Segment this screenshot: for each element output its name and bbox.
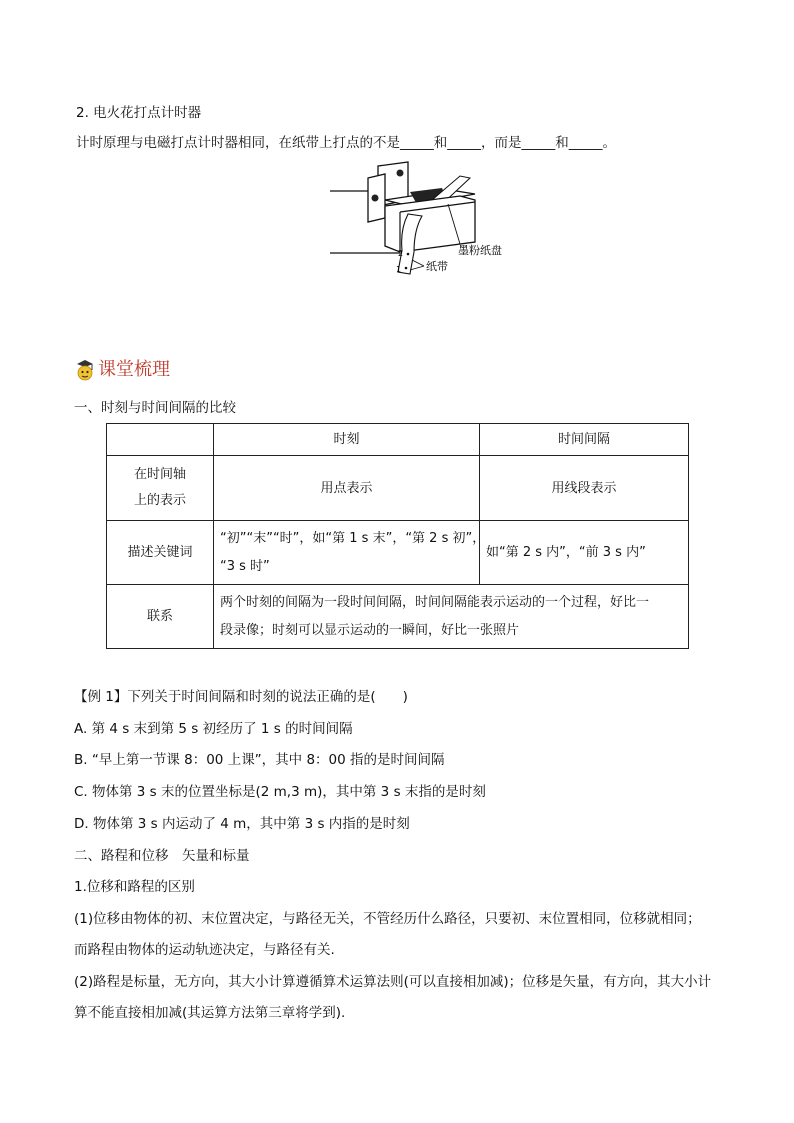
paragraph-1-line-2: 而路程由物体的运动轨迹决定，与路径有关. — [74, 942, 335, 958]
row-label — [107, 456, 214, 521]
label-tape: 纸带 — [426, 260, 448, 273]
tape-dot — [407, 253, 410, 256]
row-label: 联系 — [107, 585, 214, 649]
cell-line: “初”“末”“时”，如“第 1 s 末”，“第 2 s 初”， — [220, 530, 486, 546]
leader-line — [410, 266, 424, 270]
cell-relation — [214, 585, 689, 649]
table-row — [107, 585, 689, 649]
paragraph-1-line-1: (1)位移由物体的初、末位置决定，与路径无关，不管经历什么路径，只要初、末位置相同，位移就相同； — [74, 911, 701, 927]
option-c: C. 物体第 3 s 末的位置坐标是(2 m,3 m)，其中第 3 s 末指的是时刻 — [74, 784, 486, 800]
header-cell-interval: 时间间隔 — [480, 424, 689, 456]
part-2-heading: 二、路程和位移 矢量和标量 — [74, 848, 250, 864]
cell-interval: 如“第 2 s 内”，“前 3 s 内” — [480, 521, 689, 585]
cell-line: “3 s 时” — [220, 558, 270, 574]
cell-moment: 用点表示 — [214, 456, 480, 521]
header-cell-empty — [107, 424, 214, 456]
part-1-heading: 一、时刻与时间间隔的比较 — [74, 400, 236, 416]
cell-interval: 用线段表示 — [480, 456, 689, 521]
row-label-line: 上的表示 — [133, 493, 186, 508]
leader-line — [412, 260, 424, 266]
section-2-fill-in-line: 计时原理与电磁打点计时器相同，在纸带上打点的不是_____和_____，而是_____和_____。 — [76, 135, 616, 151]
section-title: 课堂梳理 — [98, 359, 170, 380]
row-label-line: 在时间轴 — [133, 467, 186, 482]
label-num-1: 1 — [396, 265, 402, 274]
option-d: D. 物体第 3 s 内运动了 4 m，其中第 3 s 内指的是时刻 — [74, 816, 410, 832]
terminal-knob — [372, 195, 379, 202]
header-cell-moment: 时刻 — [214, 424, 480, 456]
option-b: B. “早上第一节课 8：00 上课”，其中 8：00 指的是时间间隔 — [74, 752, 445, 768]
example-1-title: 【例 1】下列关于时间间隔和时刻的说法正确的是( ) — [74, 689, 408, 705]
terminal-knob — [397, 170, 404, 177]
table-header-row — [107, 424, 689, 456]
tape-dot — [405, 267, 408, 270]
row-label: 描述关键词 — [107, 521, 214, 585]
section-2-heading: 2. 电火花打点计时器 — [76, 105, 202, 121]
paragraph-2-line-2: 算不能直接相加减(其运算方法第三章将学到). — [74, 1005, 346, 1021]
part-2-subheading: 1.位移和路程的区别 — [74, 879, 195, 895]
paragraph-2-line-1: (2)路程是标量，无方向，其大小计算遵循算术运算法则(可以直接相加减)；位移是矢量，有方向，其大小计 — [74, 974, 712, 990]
student-icon — [74, 359, 96, 383]
spark-timer-figure — [330, 160, 520, 286]
cell-line: 段录像；时刻可以显示运动的一瞬间，好比一张照片 — [220, 622, 520, 638]
table-row — [107, 456, 689, 521]
comparison-table — [106, 423, 689, 649]
label-toner-disk: 墨粉纸盘 — [458, 244, 502, 257]
cell-moment — [214, 521, 486, 585]
table-row — [107, 521, 689, 585]
cell-line: 两个时刻的间隔为一段时间间隔，时间间隔能表示运动的一个过程，好比一 — [220, 594, 650, 610]
option-a: A. 第 4 s 末到第 5 s 初经历了 1 s 的时间间隔 — [74, 721, 353, 737]
label-num-2: 2 — [398, 249, 404, 258]
